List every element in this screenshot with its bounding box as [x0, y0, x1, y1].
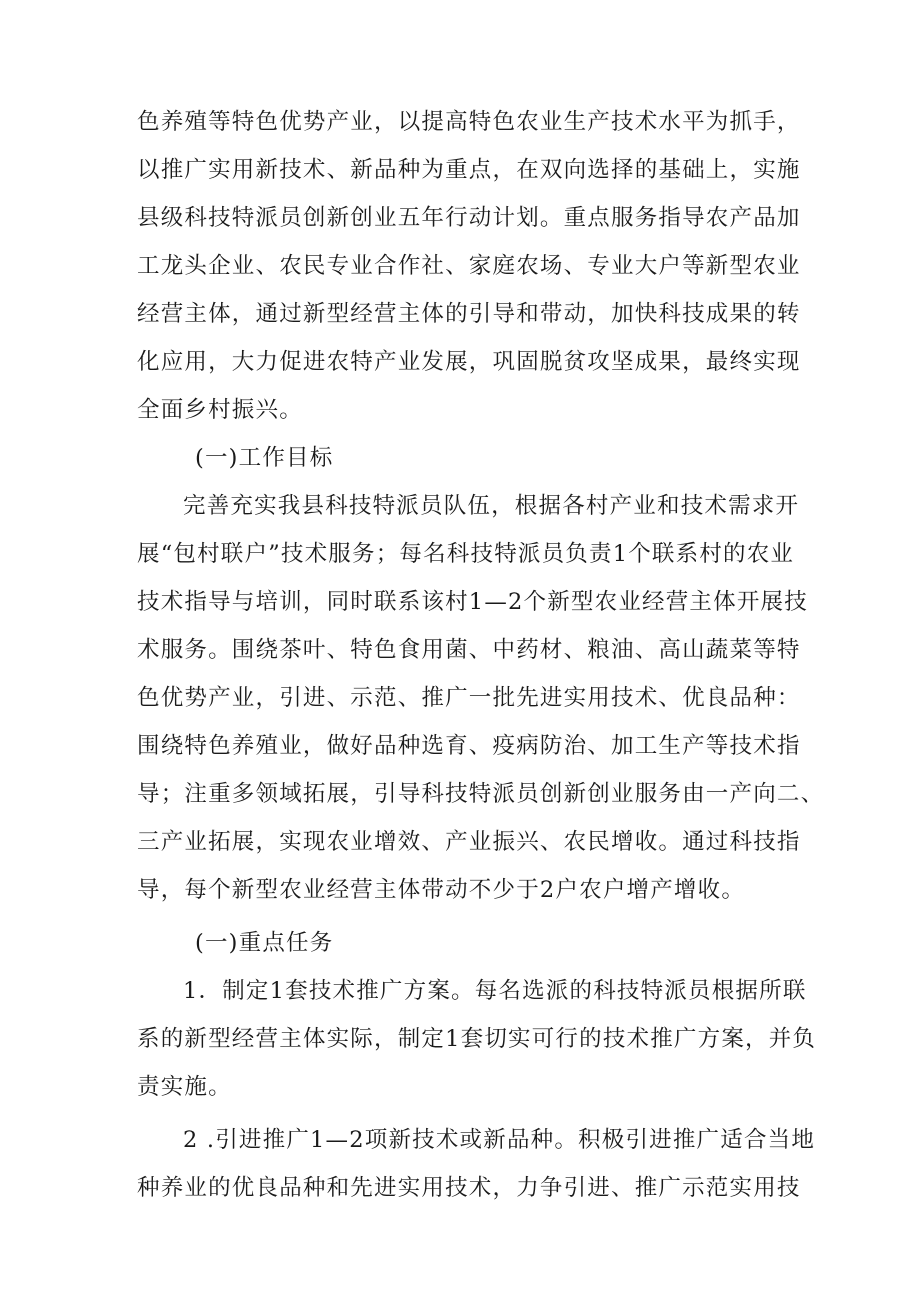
- section-heading-tasks: (一)重点任务: [195, 930, 334, 956]
- paragraph-line: 县级科技特派员创新创业五年行动计划。重点服务指导农产品加: [137, 205, 801, 231]
- paragraph-line: 展“包村联户”技术服务；每名科技特派员负责1个联系村的农业: [137, 541, 795, 567]
- task-line: 责实施。: [137, 1074, 232, 1100]
- task-line: 系的新型经营主体实际，制定1套切实可行的技术推广方案，并负: [137, 1026, 817, 1052]
- task-line: 种养业的优良品种和先进实用技术，力争引进、推广示范实用技: [137, 1175, 801, 1201]
- task-line: 2 .引进推广1—2项新技术或新品种。积极引进推广适合当地: [183, 1127, 816, 1153]
- paragraph-line: 经营主体，通过新型经营主体的引导和带动，加快科技成果的转: [137, 301, 801, 327]
- paragraph-line: 工龙头企业、农民专业合作社、家庭农场、专业大户等新型农业: [137, 253, 801, 279]
- paragraph-line: 以推广实用新技术、新品种为重点，在双向选择的基础上，实施: [137, 157, 801, 183]
- paragraph-line: 色养殖等特色优势产业，以提高特色农业生产技术水平为抓手，: [137, 109, 801, 135]
- paragraph-line: 导；注重多领域拓展，引导科技特派员创新创业服务由一产向二、: [137, 781, 825, 807]
- paragraph-line: 完善充实我县科技特派员队伍，根据各村产业和技术需求开: [183, 493, 800, 519]
- paragraph-line: 术服务。围绕茶叶、特色食用菌、中药材、粮油、高山蔬菜等特: [137, 637, 801, 663]
- paragraph-line: 技术指导与培训，同时联系该村1—2个新型农业经营主体开展技: [137, 589, 808, 615]
- paragraph-line: 导，每个新型农业经营主体带动不少于2户农户增产增收。: [137, 877, 746, 903]
- paragraph-line: 化应用，大力促进农特产业发展，巩固脱贫攻坚成果，最终实现: [137, 349, 801, 375]
- paragraph-line: 围绕特色养殖业，做好品种选育、疫病防治、加工生产等技术指: [137, 733, 801, 759]
- section-heading-goals: (一)工作目标: [195, 445, 334, 471]
- task-line: 1．制定1套技术推广方案。每名选派的科技特派员根据所联: [183, 978, 807, 1004]
- paragraph-line: 全面乡村振兴。: [137, 397, 303, 423]
- paragraph-line: 三产业拓展，实现农业增效、产业振兴、农民增收。通过科技指: [137, 829, 801, 855]
- paragraph-line: 色优势产业，引进、示范、推广一批先进实用技术、优良品种：: [137, 685, 801, 711]
